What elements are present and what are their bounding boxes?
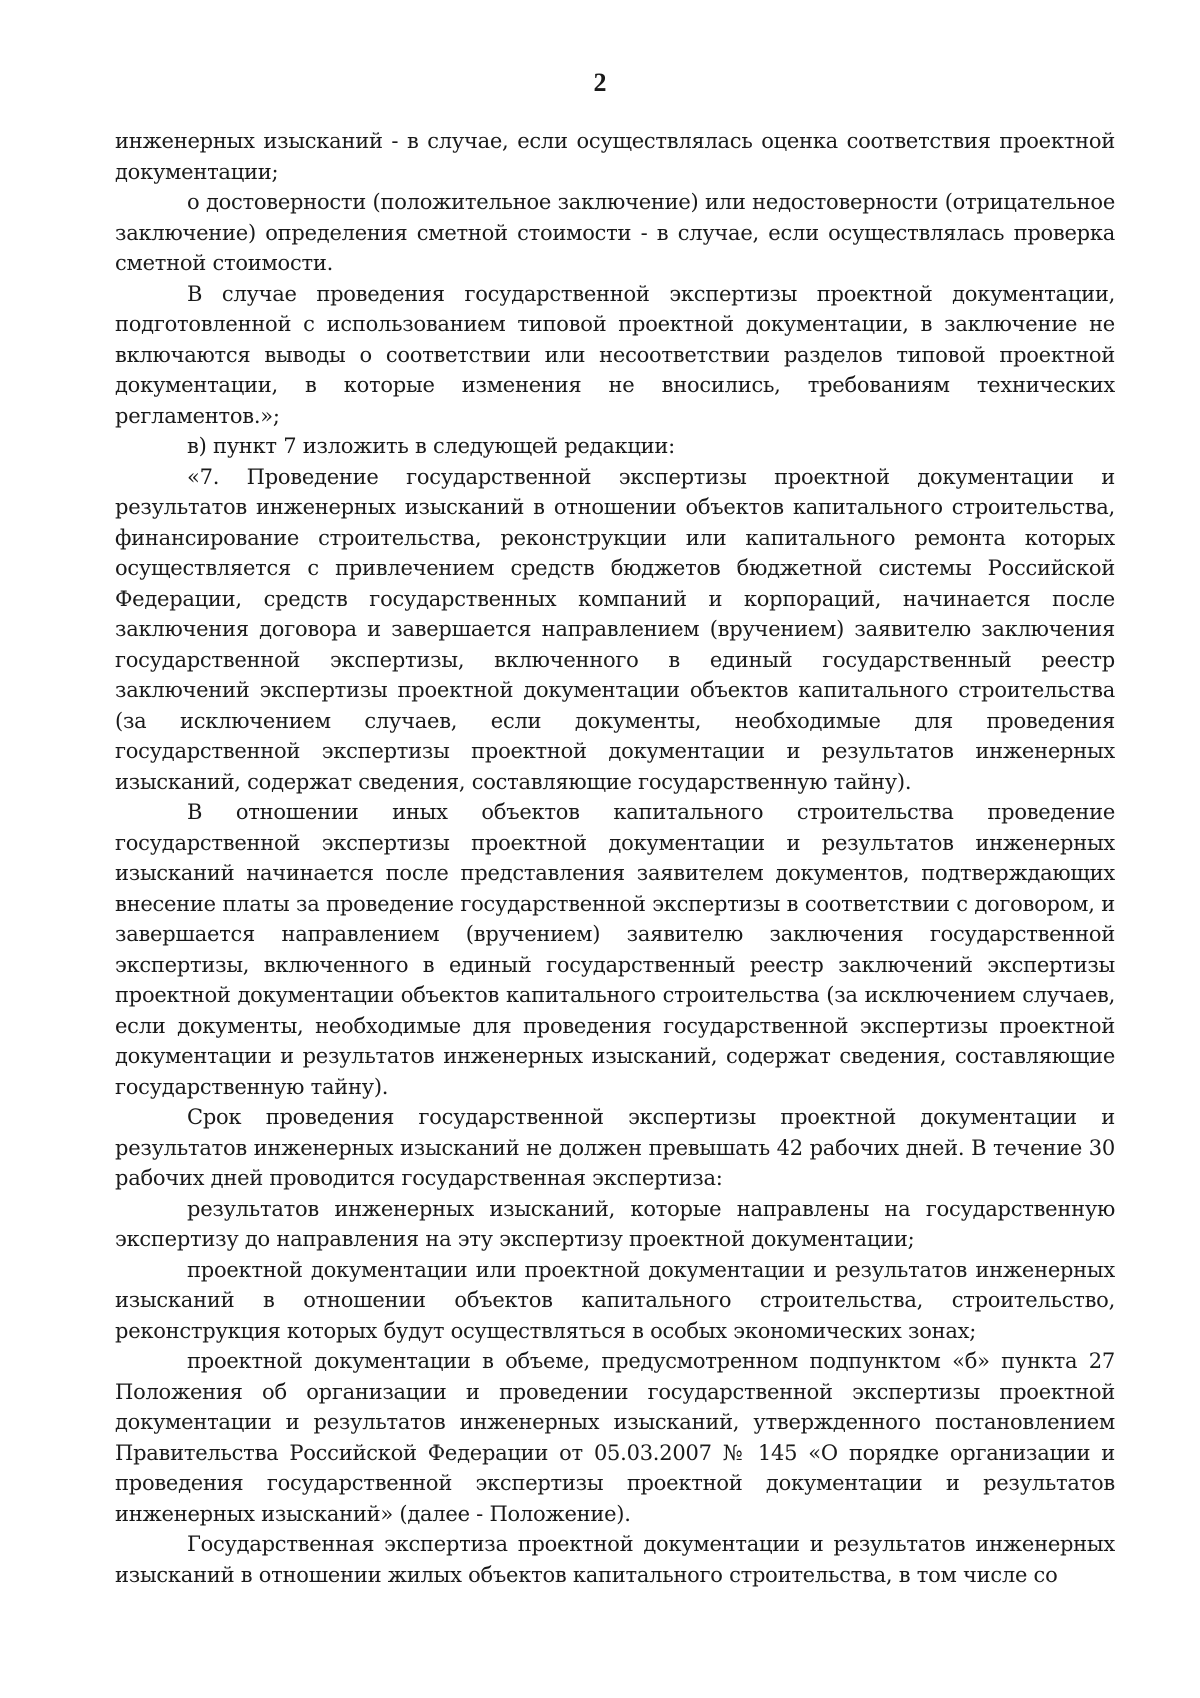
paragraph: о достоверности (положительное заключение) или недостоверности (отрицательное заключение) определения сметной стоимости - в случае, если осуществлялась проверка сметной стоимости. [115,190,1115,275]
page-number: 2 [593,68,607,97]
paragraph: Срок проведения государственной экспертизы проектной документации и результатов инженерных изысканий не должен превышать 42 рабочих дней. В течение 30 рабочих дней проводится государственная экспертиза: [115,1105,1115,1190]
paragraph: проектной документации в объеме, предусмотренном подпунктом «б» пункта 27 Положения об организации и проведении государственной экспертизы проектной документации и результатов инженерных изысканий, утвержденного постановлением Правительства Российской Федерации от 05.03.2007 № 145 «О порядке организации и проведения государственной экспертизы проектной документации и результатов инженерных изысканий» (далее - Положение). [115,1349,1115,1526]
paragraph: В отношении иных объектов капитального строительства проведение государственной экспертизы проектной документации и результатов инженерных изысканий начинается после представления заявителем документов, подтверждающих внесение платы за проведение государственной экспертизы в соответствии с договором, и завершается направлением (вручением) заявителю заключения государственной экспертизы, включенного в единый государственный реестр заключений экспертизы проектной документации объектов капитального строительства (за исключением случаев, если документы, необходимые для проведения государственной экспертизы проектной документации и результатов инженерных изысканий, содержат сведения, составляющие государственную тайну). [115,800,1115,1099]
paragraph: результатов инженерных изысканий, которые направлены на государственную экспертизу до направления на эту экспертизу проектной документации; [115,1196,1115,1251]
paragraph: в) пункт 7 изложить в следующей редакции: [187,434,675,458]
paragraph: Государственная экспертиза проектной документации и результатов инженерных изысканий в отношении жилых объектов капитального строительства, в том числе со [115,1532,1115,1587]
document-body [115,126,1115,1590]
paragraph: «7. Проведение государственной экспертизы проектной документации и результатов инженерных изысканий в отношении объектов капитального строительства, финансирование строительства, реконструкции или капитального ремонта которых осуществляется с привлечением средств бюджетов бюджетной системы Российской Федерации, средств государственных компаний и корпораций, начинается после заключения договора и завершается направлением (вручением) заявителю заключения государственной экспертизы, включенного в единый государственный реестр заключений экспертизы проектной документации объектов капитального строительства (за исключением случаев, если документы, необходимые для проведения государственной экспертизы проектной документации и результатов инженерных изысканий, содержат сведения, составляющие государственную тайну). [115,464,1115,794]
paragraph: инженерных изысканий - в случае, если осуществлялась оценка соответствия проектной документации; [115,129,1115,184]
paragraph: В случае проведения государственной экспертизы проектной документации, подготовленной с использованием типовой проектной документации, в заключение не включаются выводы о соответствии или несоответствии разделов типовой проектной документации, в которые изменения не вносились, требованиям технических регламентов.»; [115,281,1115,428]
paragraph: проектной документации или проектной документации и результатов инженерных изысканий в отношении объектов капитального строительства, строительство, реконструкция которых будут осуществляться в особых экономических зонах; [115,1257,1115,1343]
